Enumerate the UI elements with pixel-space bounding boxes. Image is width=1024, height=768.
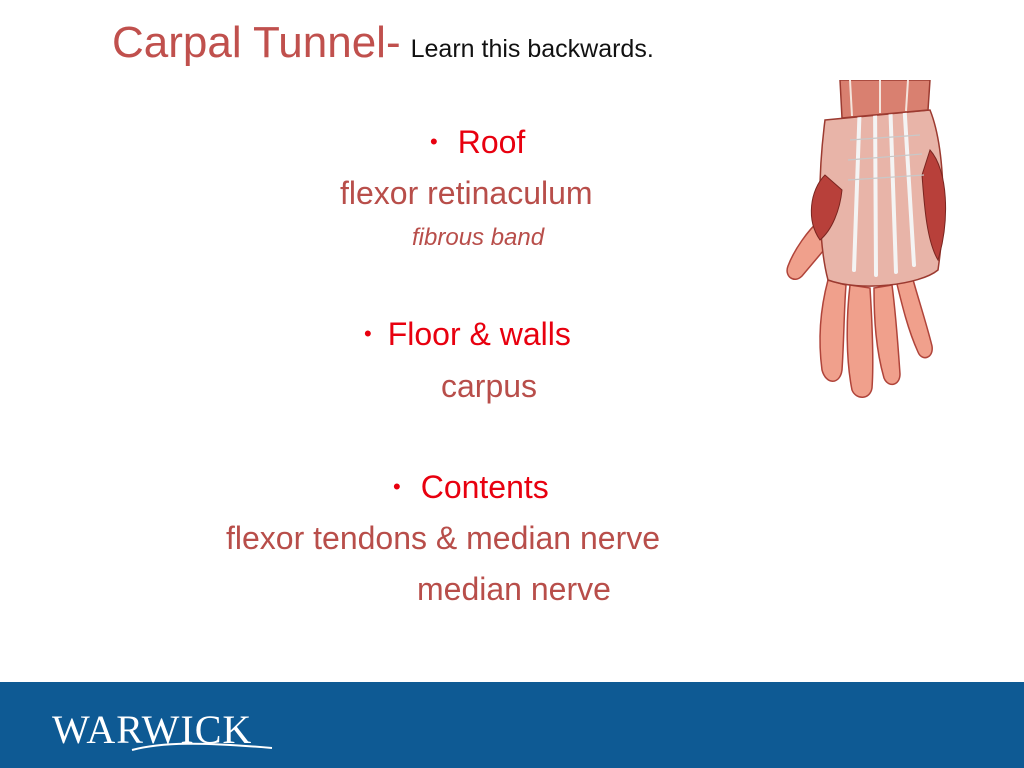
section-contents-detail: flexor tendons & median nerve xyxy=(226,520,661,556)
slide-title-block xyxy=(112,18,654,68)
hand-anatomy-illustration xyxy=(780,80,970,400)
warwick-logo: WARWICK xyxy=(52,707,253,752)
section-heading-floor-walls: Floor & walls xyxy=(387,316,571,352)
bullet: • xyxy=(364,321,372,346)
slide-subtitle: Learn this backwards. xyxy=(410,35,654,63)
section-heading-roof: Roof xyxy=(457,124,526,160)
bullet: • xyxy=(393,474,401,499)
section-floor-heading-line xyxy=(364,316,571,353)
bullet: • xyxy=(430,129,438,154)
footer-bar xyxy=(0,682,1024,768)
section-roof-detail: flexor retinaculum xyxy=(340,175,593,211)
logo-swoosh-icon xyxy=(52,740,282,756)
slide-title: Carpal Tunnel- xyxy=(112,18,401,67)
section-roof-note: fibrous band xyxy=(412,224,545,251)
section-contents-heading-line xyxy=(393,469,549,506)
section-contents-detail-2: median nerve xyxy=(417,571,611,607)
section-heading-contents: Contents xyxy=(420,469,549,505)
section-floor-detail: carpus xyxy=(441,368,538,404)
section-roof-heading-line xyxy=(430,124,525,161)
